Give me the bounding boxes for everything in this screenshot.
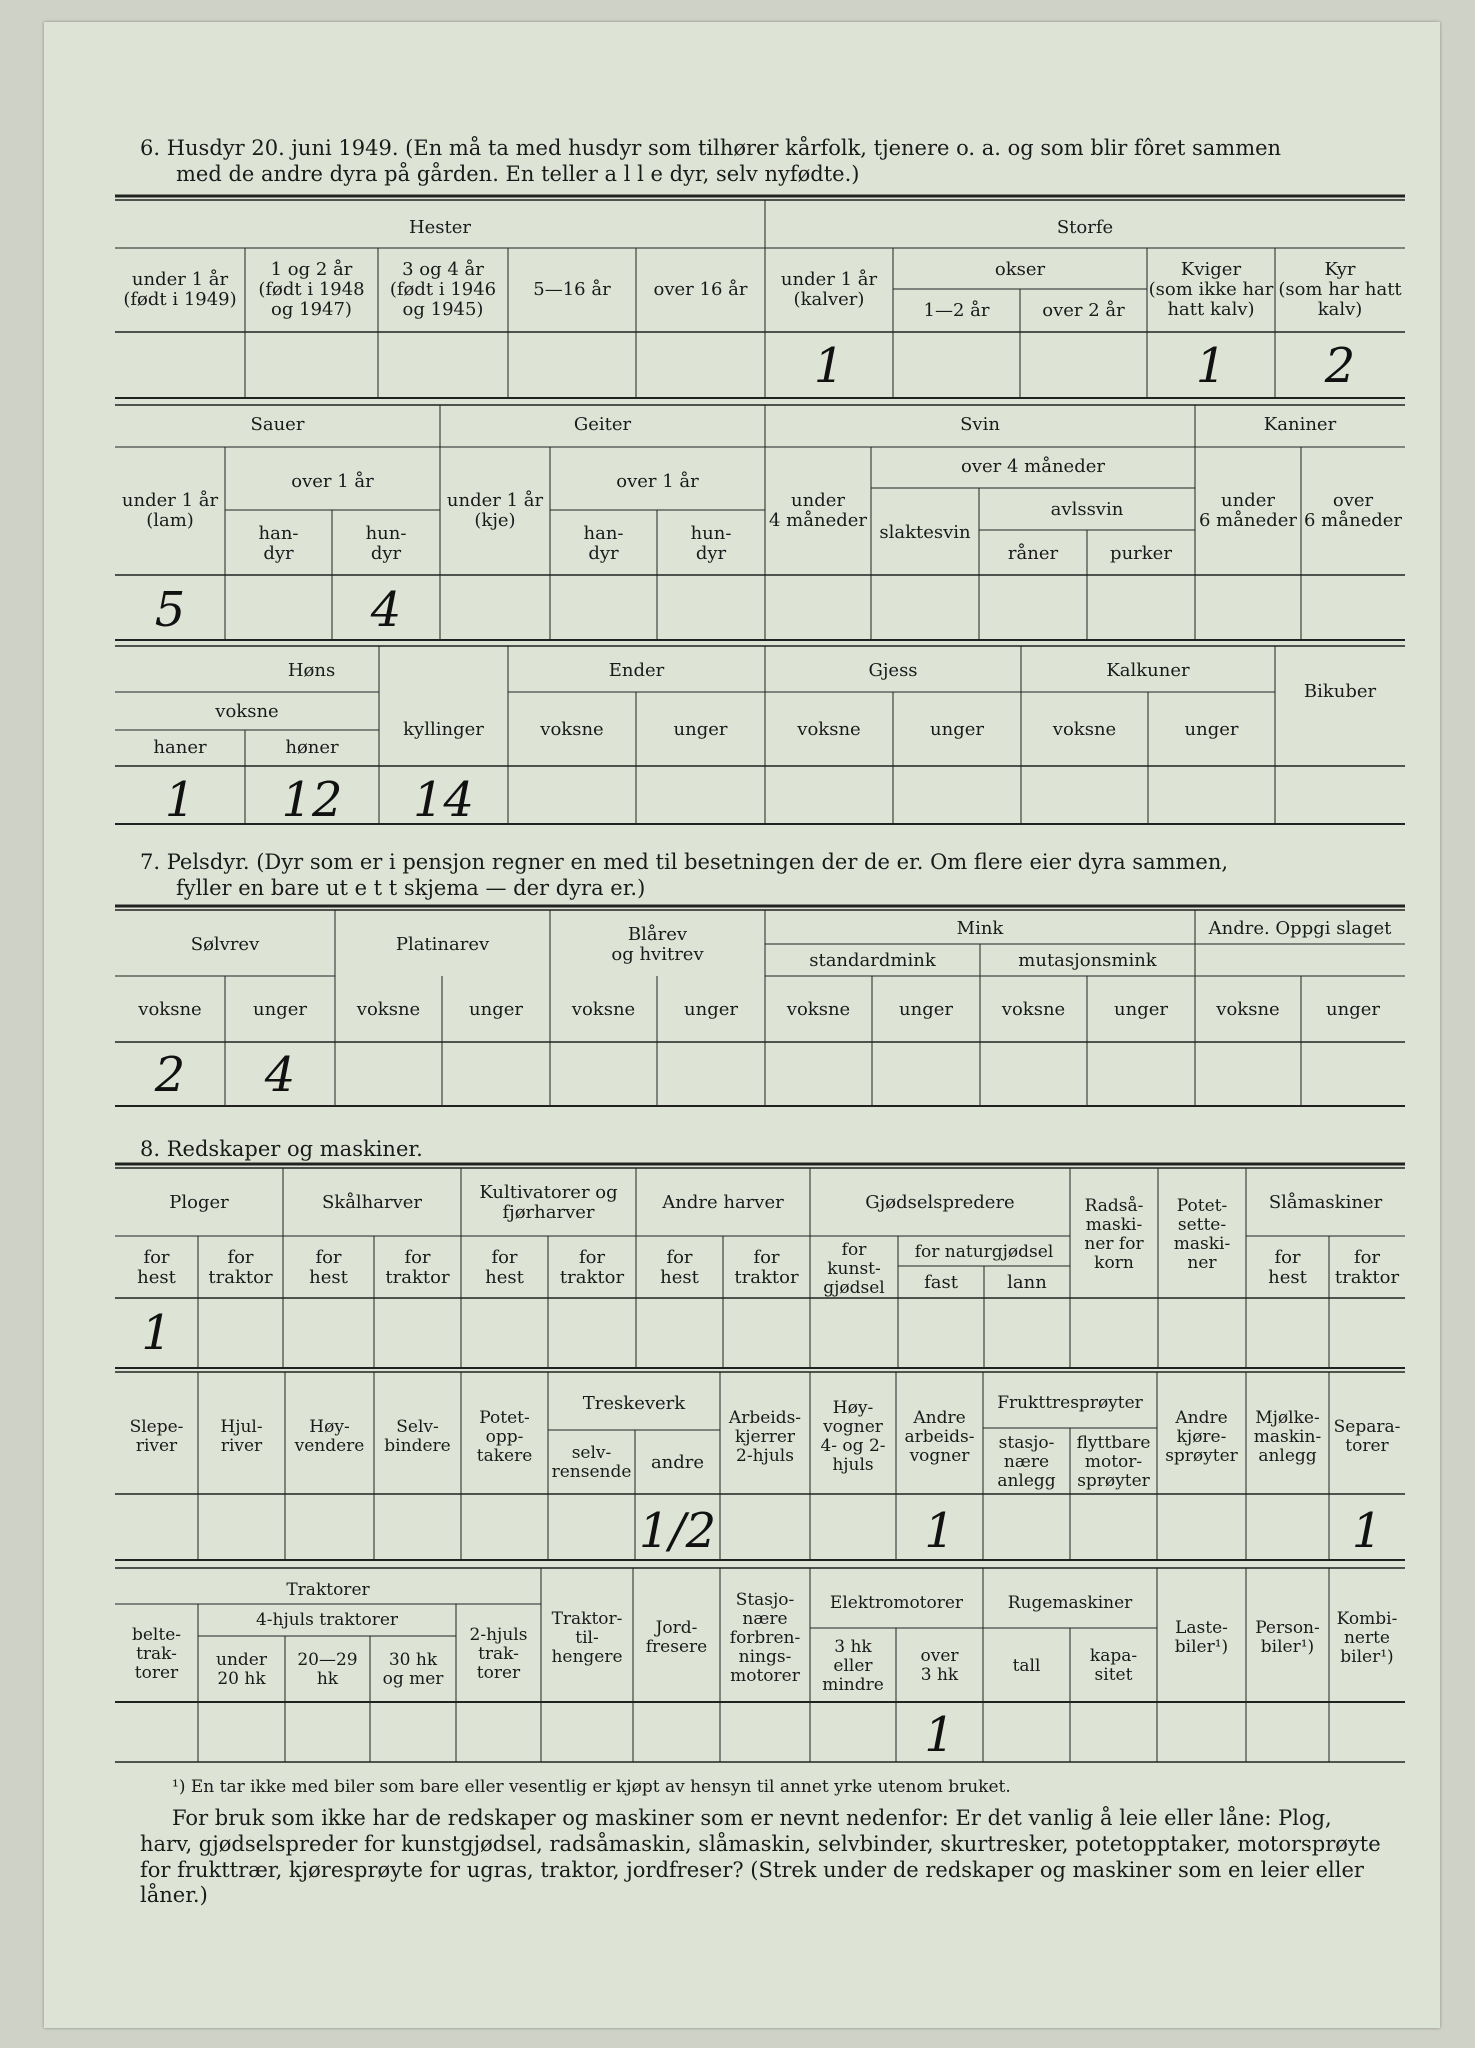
col-stasjonaere-motorer: Stasjo- nære forbren- nings- motorer xyxy=(729,1589,801,1686)
col-okser-1-2: 1—2 år xyxy=(923,300,990,321)
col-kombinerte-biler: Kombi- nerte biler¹) xyxy=(1336,1608,1398,1667)
value-kalver[interactable]: 1 xyxy=(813,338,845,394)
value-lam[interactable]: 5 xyxy=(154,582,186,638)
value-solvrev-unger[interactable]: 4 xyxy=(264,1047,296,1103)
header-svin-over4: over 4 måneder xyxy=(961,456,1105,477)
col-ploger-hest: for hest xyxy=(137,1247,176,1288)
section-6-heading: 6. Husdyr 20. juni 1949. (En må ta med husdyr som tilhører kårfolk, tjenere o. a. og som blir fôret sammen xyxy=(140,136,1282,160)
col-storfe-kalver: under 1 år (kalver) xyxy=(780,269,878,310)
col-hjulriver: Hjul- river xyxy=(220,1417,263,1456)
col-potetsettemaskiner: Potet- sette- maski- ner xyxy=(1173,1196,1231,1273)
header-andre-pelsdyr: Andre. Oppgi slaget xyxy=(1208,918,1392,939)
col-personbiler: Person- biler¹) xyxy=(1255,1618,1320,1657)
col-raner: råner xyxy=(1007,542,1059,564)
header-gjess: Gjess xyxy=(868,660,918,681)
section-6-heading-cont: med de andre dyra på gården. En teller a l l e dyr, selv nyfødte.) xyxy=(176,162,860,186)
col-purker: purker xyxy=(1110,542,1172,564)
section-8-heading: 8. Redskaper og maskiner. xyxy=(140,1137,423,1161)
header-ender: Ender xyxy=(608,660,665,681)
col-ploger-traktor: for traktor xyxy=(208,1247,273,1288)
value-kyr[interactable]: 2 xyxy=(1324,338,1356,394)
closing-line-1: For bruk som ikke har de redskaper og maskiner som er nevnt nedenfor: Er det vanlig å leie eller låne: Plog, xyxy=(172,1806,1332,1830)
header-rugemaskiner: Rugemaskiner xyxy=(1007,1592,1133,1613)
col-lastebiler: Laste- biler¹) xyxy=(1174,1618,1229,1657)
col-hester-3-4: 3 og 4 år (født i 1946 og 1945) xyxy=(389,259,497,320)
col-ender-unger: unger xyxy=(673,719,728,740)
header-hester: Hester xyxy=(408,217,472,238)
col-geiter-handyr: han- dyr xyxy=(583,522,624,564)
col-elektro-over3: over 3 hk xyxy=(920,1646,959,1685)
col-mjolkemaskinanlegg: Mjølke- maskin- anlegg xyxy=(1253,1407,1322,1466)
header-blarev: Blårev og hvitrev xyxy=(611,924,704,965)
col-standardmink-voksne: voksne xyxy=(786,999,851,1020)
header-andre-harver: Andre harver xyxy=(662,1192,784,1213)
col-arbeidskjerrer: Arbeids- kjerrer 2-hjuls xyxy=(728,1407,802,1466)
col-andre-harver-hest: for hest xyxy=(660,1247,699,1288)
header-slamaskiner: Slåmaskiner xyxy=(1268,1192,1383,1213)
col-mutasjonsmink-voksne: voksne xyxy=(1001,999,1066,1020)
col-kviger: Kviger (som ikke har hatt kalv) xyxy=(1148,259,1274,320)
header-sauer-over1: over 1 år xyxy=(291,471,374,492)
col-svin-under4: under 4 måneder xyxy=(769,490,867,531)
col-selvbindere: Selv- bindere xyxy=(384,1417,451,1456)
col-skalharver-traktor: for traktor xyxy=(385,1247,450,1288)
col-kalkuner-unger: unger xyxy=(1184,719,1239,740)
section-7-heading-cont: fyller en bare ut e t t skjema — der dyra er.) xyxy=(176,876,646,900)
col-natur-fast: fast xyxy=(924,1272,958,1293)
col-solvrev-voksne: voksne xyxy=(138,999,202,1020)
col-andre-kjoresproyter: Andre kjøre- sprøyter xyxy=(1165,1407,1238,1466)
value-separatorer[interactable]: 1 xyxy=(1351,1503,1383,1559)
col-elektro-3hk: 3 hk eller mindre xyxy=(822,1636,884,1695)
col-radsamaskiner: Radså- maski- ner for korn xyxy=(1084,1196,1144,1273)
col-gjodsel-kunst: for kunst- gjødsel xyxy=(823,1239,885,1298)
value-sauer-hundyr[interactable]: 4 xyxy=(370,582,402,638)
header-kaniner: Kaniner xyxy=(1263,414,1337,435)
header-geiter-over1: over 1 år xyxy=(616,471,699,492)
header-elektromotorer: Elektromotorer xyxy=(829,1592,964,1613)
header-kalkuner: Kalkuner xyxy=(1106,660,1190,681)
col-natur-lann: lann xyxy=(1007,1272,1047,1293)
col-blarev-unger: unger xyxy=(684,999,738,1020)
header-mink: Mink xyxy=(956,918,1004,939)
col-andre-unger: unger xyxy=(1326,999,1380,1020)
col-hoyvogner: Høy- vogner 4- og 2- hjuls xyxy=(820,1398,886,1475)
header-skalharver: Skålharver xyxy=(321,1192,423,1213)
header-4-hjuls: 4-hjuls traktorer xyxy=(255,1609,399,1630)
closing-line-2: harv, gjødselspreder for kunstgjødsel, radsåmaskin, slåmaskin, selvbinder, skurtresker, potetopptaker, motorsprøyte xyxy=(140,1832,1381,1856)
col-okser-over2: over 2 år xyxy=(1042,300,1125,321)
header-traktorer: Traktorer xyxy=(286,1579,370,1600)
col-kultivatorer-traktor: for traktor xyxy=(559,1247,625,1288)
col-separatorer: Separa- torer xyxy=(1333,1417,1401,1456)
value-elektro-over3[interactable]: 1 xyxy=(924,1707,955,1763)
col-jordfresere: Jord- fresere xyxy=(645,1618,708,1657)
header-solvrev: Sølvrev xyxy=(190,934,260,955)
col-gjess-voksne: voksne xyxy=(797,719,861,740)
value-solvrev-voksne[interactable]: 2 xyxy=(154,1047,186,1103)
col-hoyvendere: Høy- vendere xyxy=(294,1417,365,1456)
col-bikuber: Bikuber xyxy=(1303,681,1377,702)
col-slama-traktor: for traktor xyxy=(1334,1247,1400,1288)
col-geiter-hundyr: hun- dyr xyxy=(690,522,732,564)
col-andre-voksne: voksne xyxy=(1216,999,1280,1020)
col-solvrev-unger: unger xyxy=(253,999,307,1020)
value-kviger[interactable]: 1 xyxy=(1195,338,1227,394)
col-treskeverk-andre: andre xyxy=(650,1452,705,1473)
col-kaniner-under6: under 6 måneder xyxy=(1199,490,1297,531)
header-hons-voksne: voksne xyxy=(215,701,279,722)
col-treskeverk-selvrensende: selv- rensende xyxy=(551,1443,632,1482)
col-slama-hest: for hest xyxy=(1268,1247,1307,1288)
value-honer[interactable]: 12 xyxy=(281,772,343,828)
col-skalharver-hest: for hest xyxy=(309,1247,348,1288)
col-sleperiver: Slepe- river xyxy=(129,1417,184,1456)
col-blarev-voksne: voksne xyxy=(571,999,636,1020)
col-frukt-flyttbare: flyttbare motor- sprøyter xyxy=(1076,1432,1151,1491)
col-andre-harver-traktor: for traktor xyxy=(734,1247,799,1288)
header-geiter: Geiter xyxy=(573,414,632,435)
col-honer: høner xyxy=(285,737,339,758)
col-ruge-tall: tall xyxy=(1012,1655,1041,1676)
closing-line-3: for frukttrær, kjøresprøyte for ugras, traktor, jordfreser? (Strek under de redskaper og maskiner som en leier eller låner.) xyxy=(140,1858,1364,1907)
col-hester-under1: under 1 år (født i 1949) xyxy=(123,269,237,310)
col-2-hjuls: 2-hjuls trak- torer xyxy=(469,1624,528,1683)
header-svin: Svin xyxy=(960,414,1000,435)
col-slaktesvin: slaktesvin xyxy=(879,521,971,543)
value-andre-arbeidsvogner[interactable]: 1 xyxy=(924,1503,955,1559)
col-frukt-stasjonaere: stasjo- nære anlegg xyxy=(997,1432,1056,1491)
col-hester-1-2: 1 og 2 år (født i 1948 og 1947) xyxy=(258,259,365,320)
col-geiter-kje: under 1 år (kje) xyxy=(446,490,544,531)
col-kultivatorer-hest: for hest xyxy=(485,1247,524,1288)
col-hester-over16: over 16 år xyxy=(653,279,748,300)
header-gjodselspredere: Gjødselspredere xyxy=(865,1192,1015,1213)
value-kyllinger[interactable]: 14 xyxy=(412,772,475,828)
header-treskeverk: Treskeverk xyxy=(582,1393,686,1414)
col-mutasjonsmink-unger: unger xyxy=(1114,999,1168,1020)
col-sauer-handyr: han- dyr xyxy=(258,522,299,564)
col-ender-voksne: voksne xyxy=(540,719,604,740)
header-ploger: Ploger xyxy=(169,1192,229,1213)
header-hons: Høns xyxy=(287,660,336,681)
col-kyllinger: kyllinger xyxy=(403,719,484,740)
header-storfe: Storfe xyxy=(1056,217,1114,238)
header-okser: okser xyxy=(994,259,1046,280)
col-haner: haner xyxy=(153,737,207,758)
value-treskeverk-andre[interactable]: 1/2 xyxy=(638,1503,717,1559)
col-potetopptakere: Potet- opp- takere xyxy=(476,1407,533,1466)
col-ruge-kapasitet: kapa- sitet xyxy=(1089,1646,1138,1685)
col-andre-arbeidsvogner: Andre arbeids- vogner xyxy=(904,1407,975,1466)
col-platinarev-unger: unger xyxy=(469,999,523,1020)
col-traktortilhengere: Traktor- til- hengere xyxy=(551,1608,623,1667)
header-kultivatorer: Kultivatorer og fjørharver xyxy=(479,1182,618,1223)
col-beltetraktorer: belte- trak- torer xyxy=(131,1624,182,1683)
col-sauer-lam: under 1 år (lam) xyxy=(121,490,219,531)
header-standardmink: standardmink xyxy=(809,950,936,971)
col-sauer-hundyr: hun- dyr xyxy=(365,522,407,564)
header-platinarev: Platinarev xyxy=(395,934,490,955)
header-naturgjodsel: for naturgjødsel xyxy=(914,1241,1054,1262)
footnote: ¹) En tar ikke med biler som bare eller vesentlig er kjøpt av hensyn til annet yrke utenom bruket. xyxy=(172,1777,1011,1797)
col-traktor-20-29: 20—29 hk xyxy=(297,1650,358,1689)
col-traktor-under20: under 20 hk xyxy=(216,1650,267,1689)
col-kalkuner-voksne: voksne xyxy=(1052,719,1117,740)
header-sauer: Sauer xyxy=(250,414,305,435)
section-7-heading: 7. Pelsdyr. (Dyr som er i pensjon regner en med til besetningen der de er. Om flere eier dyra sammen, xyxy=(140,850,1229,874)
value-ploger-hest[interactable]: 1 xyxy=(141,1305,172,1361)
col-standardmink-unger: unger xyxy=(899,999,953,1020)
col-kyr: Kyr (som har hatt kalv) xyxy=(1278,259,1402,320)
header-avlssvin: avlssvin xyxy=(1050,499,1124,520)
header-mutasjonsmink: mutasjonsmink xyxy=(1018,950,1157,971)
col-gjess-unger: unger xyxy=(930,719,984,740)
col-hester-5-16: 5—16 år xyxy=(533,279,611,300)
col-traktor-30: 30 hk og mer xyxy=(382,1650,444,1689)
col-kaniner-over6: over 6 måneder xyxy=(1304,490,1402,531)
col-platinarev-voksne: voksne xyxy=(356,999,421,1020)
value-haner[interactable]: 1 xyxy=(164,772,196,828)
header-frukttresproyter: Frukttresprøyter xyxy=(997,1392,1143,1413)
